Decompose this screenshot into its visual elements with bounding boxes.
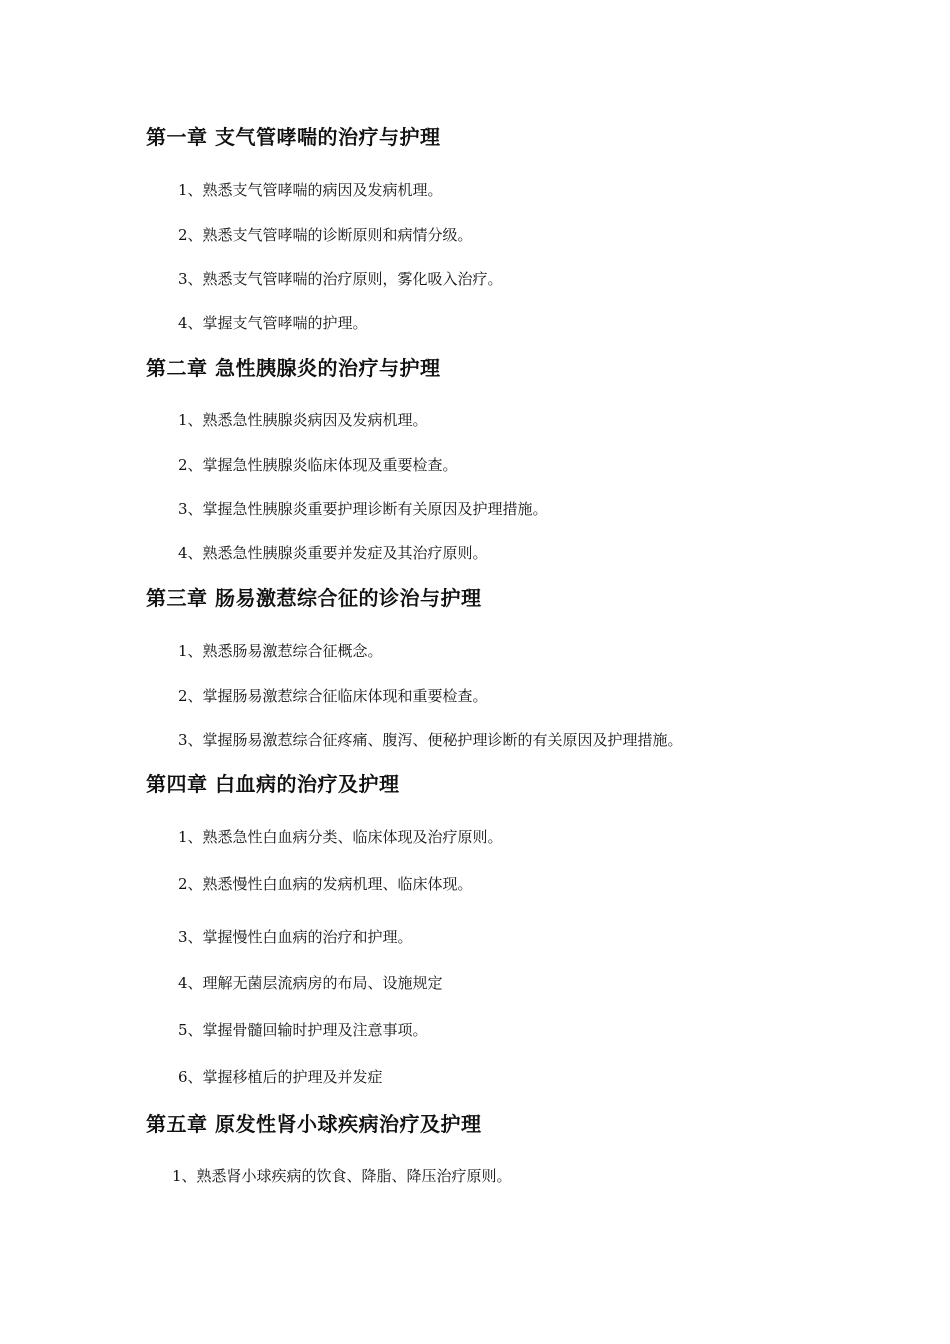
list-item: 2、熟悉慢性白血病的发病机理、临床体现。 — [178, 875, 473, 893]
chapter-title: 第一章 支气管哮喘的治疗与护理 — [146, 125, 441, 149]
list-item: 2、掌握急性胰腺炎临床体现及重要检查。 — [178, 456, 458, 474]
list-item: 3、掌握急性胰腺炎重要护理诊断有关原因及护理措施。 — [178, 500, 548, 518]
list-item: 4、熟悉急性胰腺炎重要并发症及其治疗原则。 — [178, 544, 488, 562]
list-item: 2、熟悉支气管哮喘的诊断原则和病情分级。 — [178, 226, 473, 244]
list-item: 4、掌握支气管哮喘的护理。 — [178, 314, 368, 332]
list-item: 3、掌握肠易激惹综合征疼痛、腹泻、便秘护理诊断的有关原因及护理措施。 — [178, 731, 683, 749]
list-item: 6、掌握移植后的护理及并发症 — [178, 1068, 383, 1086]
chapter-title: 第二章 急性胰腺炎的治疗与护理 — [146, 356, 441, 380]
list-item: 2、掌握肠易激惹综合征临床体现和重要检查。 — [178, 687, 488, 705]
list-item: 3、熟悉支气管哮喘的治疗原则，雾化吸入治疗。 — [178, 270, 503, 288]
list-item: 3、掌握慢性白血病的治疗和护理。 — [178, 928, 413, 946]
chapter-title: 第四章 白血病的治疗及护理 — [146, 772, 400, 796]
list-item: 1、熟悉急性白血病分类、临床体现及治疗原则。 — [178, 828, 503, 846]
list-item: 1、熟悉支气管哮喘的病因及发病机理。 — [178, 181, 443, 199]
list-item: 5、掌握骨髓回输时护理及注意事项。 — [178, 1021, 428, 1039]
chapter-title: 第五章 原发性肾小球疾病治疗及护理 — [146, 1112, 482, 1136]
chapter-title: 第三章 肠易激惹综合征的诊治与护理 — [146, 586, 482, 610]
list-item: 1、熟悉肠易激惹综合征概念。 — [178, 642, 383, 660]
list-item: 4、理解无菌层流病房的布局、设施规定 — [178, 974, 443, 992]
list-item: 1、熟悉急性胰腺炎病因及发病机理。 — [178, 411, 428, 429]
list-item: 1、熟悉肾小球疾病的饮食、降脂、降压治疗原则。 — [172, 1167, 512, 1185]
